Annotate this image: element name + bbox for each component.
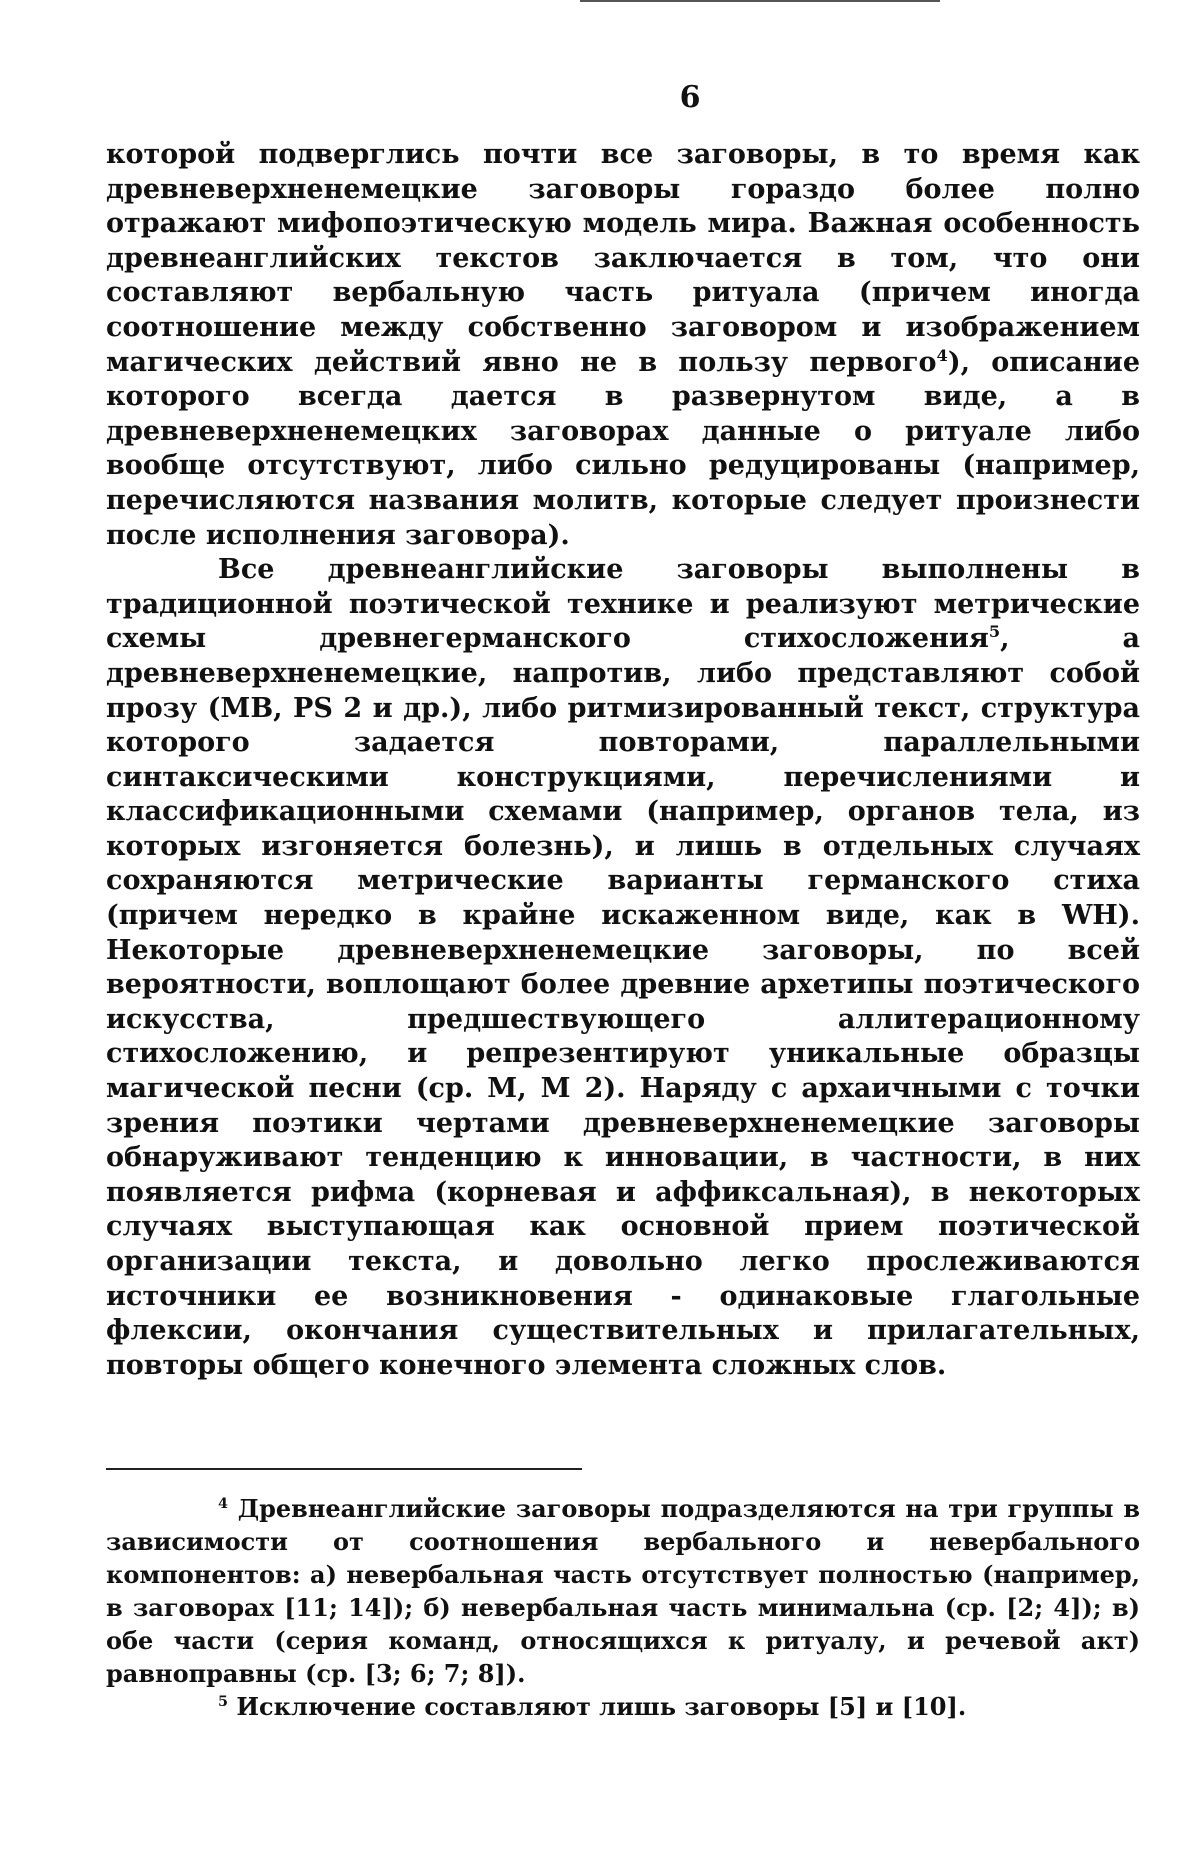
footnotes xyxy=(106,1492,1140,1723)
footnote-5 xyxy=(106,1690,1140,1723)
body-paragraph-1-continuation: ), описание которого всегда дается в развернутом виде, а в древневерхненемецких заговорах данные о ритуале либо вообще отсутствуют, либо сильно редуцированы (например, перечисляются названия молитв, которые следует произнести после исполнения заговора). xyxy=(106,346,1140,551)
footnote-5-text: Исключение составляют лишь заговоры [5] и [10]. xyxy=(228,1692,967,1721)
top-edge-rule xyxy=(580,0,940,2)
footnote-ref-4[interactable]: 4 xyxy=(936,345,948,365)
body-paragraph-1 xyxy=(106,138,1140,553)
footnote-4-text: Древнеанглийские заговоры подразделяются на три группы в зависимости от соотношения вербального и невербального компонентов: а) невербальная часть отсутствует полностью (например, в заговорах [11; 14]); б) невербальная часть минимальна (ср. [2; 4]); в) обе части (серия команд, относящихся к ритуалу, и речевой акт) равноправны (ср. [3; 6; 7; 8]). xyxy=(106,1494,1140,1688)
main-text xyxy=(106,138,1140,1383)
body-paragraph-2-text: Все древнеанглийские заговоры выполнены в традиционной поэтической технике и реализуют метрические схемы древнегерманского стихосложения xyxy=(106,554,1140,655)
body-paragraph-2 xyxy=(106,553,1140,1383)
body-paragraph-1-text: которой подверглись почти все заговоры, в то время как древневерхненемецкие заговоры гораздо более полно отражают мифопоэтическую модель мира. Важная особенность древнеанглийских текстов заключается в том, что они составляют вербальную часть ритуала (причем иногда соотношение между собственно заговором и изображением магических действий явно не в пользу первого xyxy=(106,139,1140,378)
footnote-marker-5: 5 xyxy=(218,1693,229,1710)
page-number: 6 xyxy=(679,80,701,115)
footnote-4 xyxy=(106,1492,1140,1690)
footnote-ref-5[interactable]: 5 xyxy=(988,622,1001,642)
footnote-marker-4: 4 xyxy=(218,1495,229,1512)
footnote-separator xyxy=(106,1468,582,1470)
body-paragraph-2-continuation: , а древневерхненемецкие, напротив, либо представляют собой прозу (MB, PS 2 и др.), либо ритмизированный текст, структура которого задается повторами, параллельными синтаксическими конструкциями, перечислениями и классификационными схемами (например, органов тела, из которых изгоняется болезнь), и лишь в отдельных случаях сохраняются метрические варианты германского стиха (причем нередко в крайне искаженном виде, как в WH). Некоторые древневерхненемецкие заговоры, по всей вероятности, воплощают более древние архетипы поэтического искусства, предшествующего аллитерационному стихосложению, и репрезентируют уникальные образцы магической песни (ср. M, M 2). Наряду с архаичными с точки зрения поэтики чертами древневерхненемецкие заговоры обнаруживают тенденцию к инновации, в частности, в них появляется рифма (корневая и аффиксальная), в некоторых случаях выступающая как основной прием поэтической организации текста, и довольно легко прослеживаются источники ее возникновения - одинаковые глагольные флексии, окончания существительных и прилагательных, повторы общего конечного элемента сложных слов. xyxy=(106,623,1140,1381)
